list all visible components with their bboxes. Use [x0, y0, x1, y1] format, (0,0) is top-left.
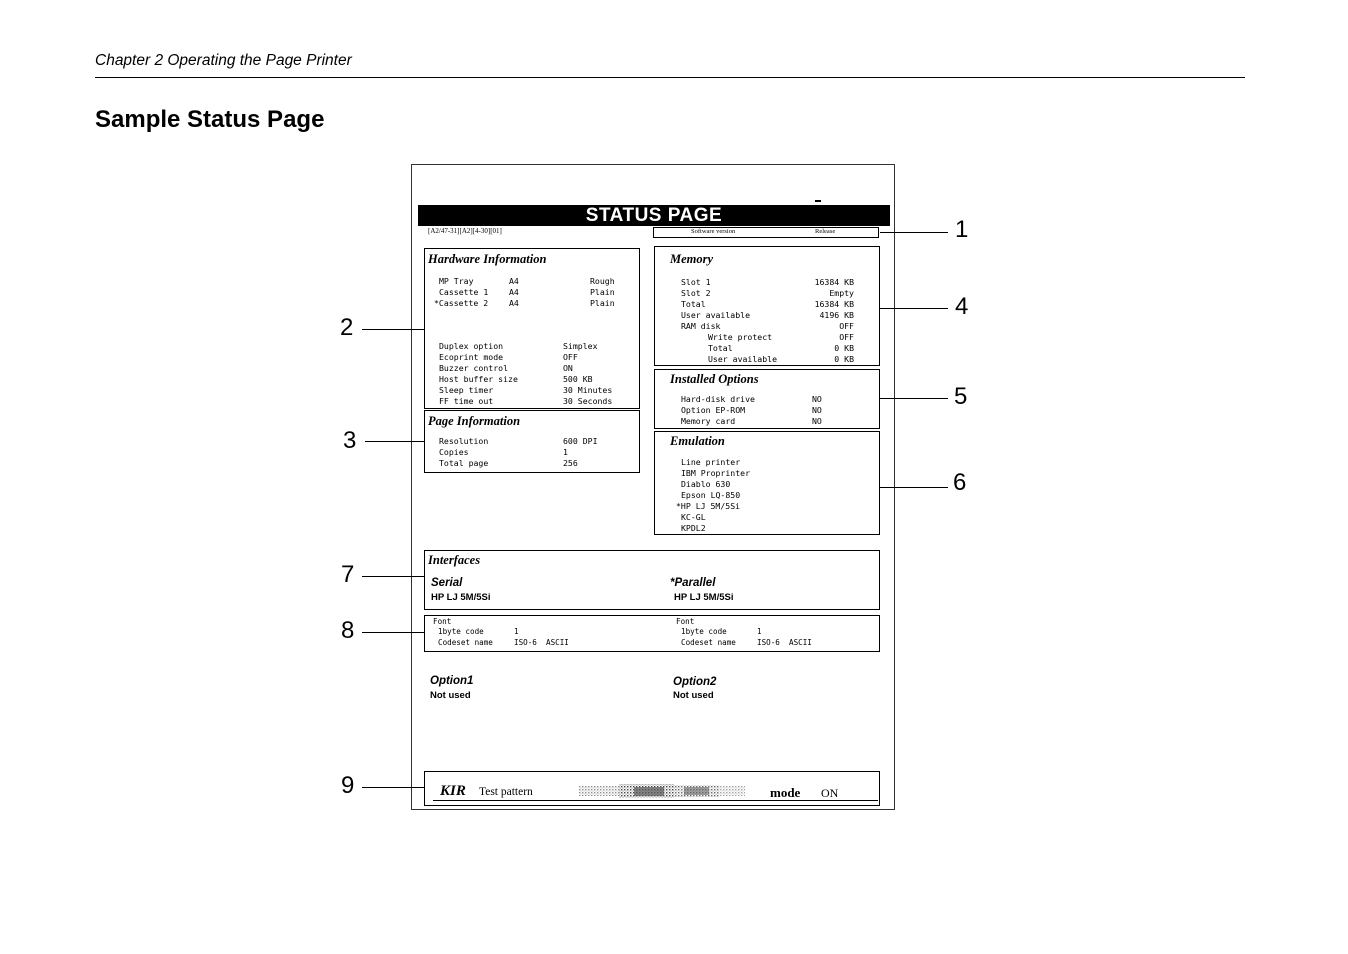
- page-info-row: Copies 1: [439, 447, 568, 457]
- setting-row: Duplex option Simplex: [439, 341, 598, 351]
- release-label: Release: [815, 228, 836, 235]
- chapter-header: Chapter 2 Operating the Page Printer: [95, 52, 352, 69]
- memory-row: Total 0 KB: [708, 343, 854, 353]
- font-codeset-label-left: Codeset name: [438, 638, 493, 647]
- parallel-emulation: HP LJ 5M/5Si: [674, 592, 734, 603]
- software-version-box: [653, 227, 879, 238]
- mode-label: mode: [770, 785, 801, 800]
- callout-number-8: 8: [341, 617, 355, 644]
- tray-row: Cassette 1 A4 Plain: [439, 287, 615, 297]
- hardware-info-box: [424, 248, 640, 409]
- memory-row: Write protect OFF: [708, 332, 854, 342]
- emulation-title: Emulation: [670, 434, 725, 448]
- option2-label: Option2: [673, 676, 717, 688]
- font-box: [424, 615, 880, 652]
- kir-logo: KIR: [440, 783, 466, 799]
- memory-row: Slot 2 Empty: [681, 288, 854, 298]
- font-byte-label-right: 1byte code: [681, 627, 727, 636]
- callout-number-9: 9: [341, 772, 355, 799]
- option-row: Memory card NO: [681, 416, 822, 426]
- serial-emulation: HP LJ 5M/5Si: [431, 592, 491, 603]
- memory-title: Memory: [670, 252, 714, 266]
- emulation-item: KC-GL: [681, 512, 706, 522]
- font-byte-value-left: 1: [514, 627, 519, 636]
- serial-label: Serial: [431, 577, 463, 589]
- memory-row: RAM disk OFF: [681, 321, 854, 331]
- emulation-item: *HP LJ 5M/5Si: [676, 501, 741, 511]
- font-byte-value-right: 1: [757, 627, 762, 636]
- kir-underline: [433, 800, 878, 801]
- emulation-item: IBM Proprinter: [681, 468, 751, 478]
- mode-value: ON: [821, 786, 839, 800]
- banner-mark: [815, 200, 821, 202]
- callout-line-8: [362, 632, 425, 633]
- font-codeset-label-right: Codeset name: [681, 638, 736, 647]
- callout-line-2: [362, 329, 425, 330]
- option1-label: Option1: [430, 675, 474, 687]
- callout-number-2: 2: [340, 314, 354, 341]
- memory-box: [654, 246, 880, 366]
- option1-status: Not used: [430, 690, 471, 701]
- interfaces-box: [424, 550, 880, 610]
- callout-line-4: [880, 308, 948, 309]
- test-pattern-graphic: [579, 783, 745, 799]
- setting-row: Ecoprint mode OFF: [439, 352, 578, 362]
- installed-options-title: Installed Options: [670, 372, 759, 386]
- header-rule: [95, 77, 1245, 78]
- page-info-row: Total page 256: [439, 458, 578, 468]
- memory-row: Total 16384 KB: [681, 299, 854, 309]
- callout-number-3: 3: [343, 427, 357, 454]
- callout-number-7: 7: [341, 561, 355, 588]
- emulation-item: KPDL2: [681, 523, 706, 533]
- callout-line-6: [880, 487, 948, 488]
- tray-row: MP Tray A4 Rough: [439, 276, 615, 286]
- font-codeset-value-right: ISO-6 ASCII: [757, 638, 812, 647]
- setting-row: FF time out 30 Seconds: [439, 396, 613, 406]
- page-info-title: Page Information: [428, 414, 521, 428]
- option-row: Hard-disk drive NO: [681, 394, 822, 404]
- callout-line-7: [362, 576, 425, 577]
- hardware-info-title: Hardware Information: [428, 252, 547, 266]
- emulation-item: Diablo 630: [681, 479, 731, 489]
- option2-status: Not used: [673, 690, 714, 701]
- section-title: Sample Status Page: [95, 106, 325, 133]
- tray-row: *Cassette 2 A4 Plain: [434, 298, 615, 308]
- emulation-box: [654, 431, 880, 535]
- callout-line-3: [365, 441, 425, 442]
- callout-line-5: [880, 398, 948, 399]
- font-heading-right: Font: [676, 617, 695, 626]
- page-info-row: Resolution 600 DPI: [439, 436, 598, 446]
- memory-row: Slot 1 16384 KB: [681, 277, 854, 287]
- memory-row: User available 0 KB: [708, 354, 854, 364]
- callout-number-1: 1: [955, 216, 969, 243]
- option-row: Option EP-ROM NO: [681, 405, 822, 415]
- callout-number-4: 4: [955, 293, 969, 320]
- interfaces-title: Interfaces: [428, 553, 481, 567]
- memory-row: User available 4196 KB: [681, 310, 854, 320]
- setting-row: Host buffer size 500 KB: [439, 374, 593, 384]
- status-page-banner: STATUS PAGE: [418, 205, 890, 226]
- setting-row: Buzzer control ON: [439, 363, 573, 373]
- callout-number-6: 6: [953, 469, 967, 496]
- test-pattern-label: Test pattern: [479, 786, 533, 798]
- installed-options-box: [654, 369, 880, 429]
- page-info-box: [424, 410, 640, 473]
- software-version-label: Software version: [691, 228, 736, 235]
- setting-row: Sleep timer 30 Minutes: [439, 385, 613, 395]
- callout-number-5: 5: [954, 383, 968, 410]
- emulation-item: Line printer: [681, 457, 741, 467]
- callout-line-9: [362, 787, 425, 788]
- parallel-label: *Parallel: [670, 577, 716, 589]
- firmware-code: [A2/47-31][A2][4-30][01]: [428, 227, 502, 235]
- font-codeset-value-left: ISO-6 ASCII: [514, 638, 569, 647]
- font-heading-left: Font: [433, 617, 452, 626]
- callout-line-1: [880, 232, 948, 233]
- emulation-item: Epson LQ-850: [681, 490, 741, 500]
- font-byte-label-left: 1byte code: [438, 627, 484, 636]
